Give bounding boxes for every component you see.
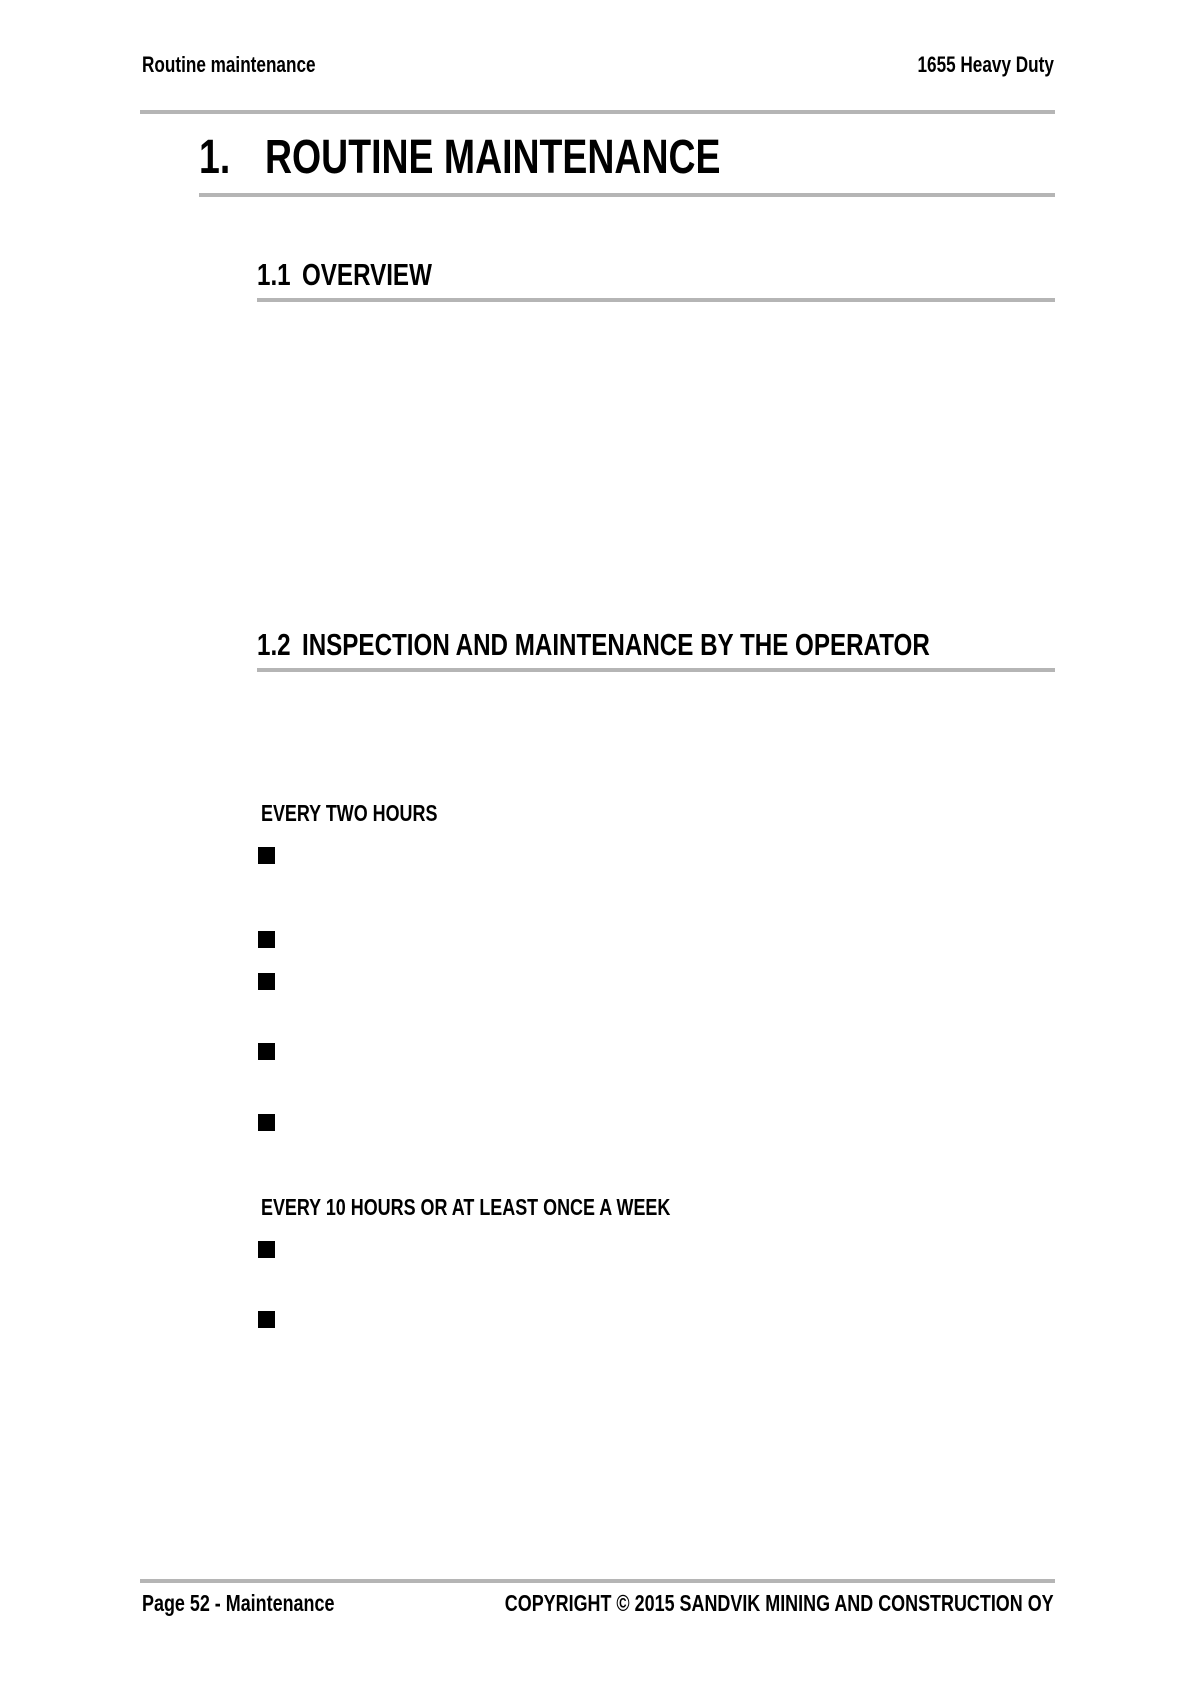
section-divider: [257, 668, 1055, 672]
bullet-square: [258, 1043, 275, 1060]
section-divider: [257, 298, 1055, 302]
chapter-divider: [199, 193, 1055, 197]
section-number-inspection: 1.2: [257, 627, 291, 662]
bullet-square: [258, 973, 275, 990]
footer-copyright: COPYRIGHT © 2015 SANDVIK MINING AND CONSTRUCTION OY: [505, 1590, 1054, 1616]
bullet-square: [258, 1311, 275, 1328]
chapter-number: 1.: [199, 131, 231, 184]
running-header-section: Routine maintenance: [142, 52, 316, 77]
footer-divider: [140, 1579, 1055, 1583]
schedule-heading-two-hours: EVERY TWO HOURS: [261, 800, 438, 826]
running-header-product: 1655 Heavy Duty: [917, 52, 1054, 77]
chapter-title: ROUTINE MAINTENANCE: [265, 131, 721, 184]
bullet-square: [258, 1114, 275, 1131]
header-divider: [140, 110, 1055, 114]
bullet-square: [258, 1241, 275, 1258]
bullet-square: [258, 931, 275, 948]
bullet-square: [258, 847, 275, 864]
footer-page-label: Page 52 - Maintenance: [142, 1590, 335, 1616]
section-title-inspection: INSPECTION AND MAINTENANCE BY THE OPERATOR: [302, 627, 930, 662]
schedule-heading-ten-hours: EVERY 10 HOURS OR AT LEAST ONCE A WEEK: [261, 1194, 671, 1220]
section-number-overview: 1.1: [257, 257, 291, 292]
section-title-overview: OVERVIEW: [302, 257, 432, 292]
